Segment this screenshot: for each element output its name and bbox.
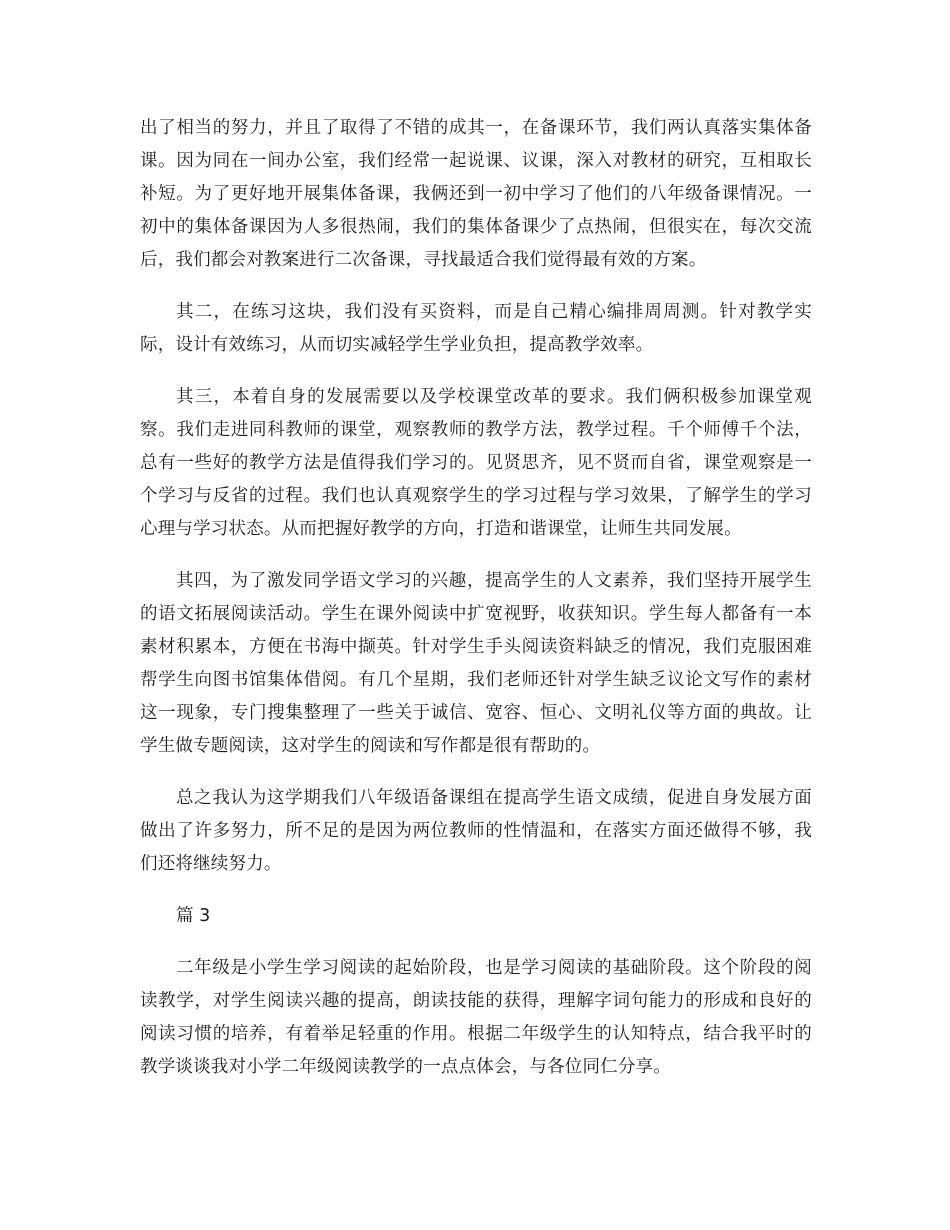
section-heading: 篇 3 [176,906,211,926]
paragraph-1: 出了相当的努力，并且了取得了不错的成其一，在备课环节，我们两认真落实集体备课。因为同在一间办公室，我们经常一起说课、议课，深入对教材的研究，互相取长补短。为了更好地开展集体备课，我俩还到一初中学习了他们的八年级备课情况。一初中的集体备课因为人多很热闹，我们的集体备课少了点热闹，但很实在，每次交流后，我们都会对教案进行二次备课，寻找最适合我们觉得最有效的方案。 [140,118,812,270]
paragraph-2: 其二，在练习这块，我们没有买资料，而是自己精心编排周周测。针对教学实际，设计有效练习，从而切实减轻学生学业负担，提高教学效率。 [140,302,812,355]
paragraph-4: 其四，为了激发同学语文学习的兴趣，提高学生的人文素养，我们坚持开展学生的语文拓展阅读活动。学生在课外阅读中扩宽视野，收获知识。学生每人都备有一本素材积累本，方便在书海中撷英。针对学生手头阅读资料缺乏的情况，我们克服困难帮学生向图书馆集体借阅。有几个星期，我们老师还针对学生缺乏议论文写作的素材这一现象，专门搜集整理了一些关于诚信、宽容、恒心、文明礼仪等方面的典故。让学生做专题阅读，这对学生的阅读和写作都是很有帮助的。 [140,571,812,756]
paragraph-3: 其三，本着自身的发展需要以及学校课堂改革的要求。我们俩积极参加课堂观察。我们走进同科教师的课堂，观察教师的教学方法，教学过程。千个师傅千个法，总有一些好的教学方法是值得我们学习的。见贤思齐，见不贤而自省，课堂观察是一个学习与反省的过程。我们也认真观察学生的学习过程与学习效果，了解学生的学习心理与学习状态。从而把握好教学的方向，打造和谐课堂，让师生共同发展。 [140,387,812,539]
document-page [140,112,812,1103]
paragraph-6: 二年级是小学生学习阅读的起始阶段，也是学习阅读的基础阶段。这个阶段的阅读教学，对学生阅读兴趣的提高，朗读技能的获得，理解字词句能力的形成和良好的阅读习惯的培养，有着举足轻重的作用。根据二年级学生的认知特点，结合我平时的教学谈谈我对小学二年级阅读教学的一点点体会，与各位同仁分享。 [140,958,812,1077]
paragraph-5: 总之我认为这学期我们八年级语备课组在提高学生语文成绩，促进自身发展方面做出了许多努力，所不足的是因为两位教师的性情温和，在落实方面还做得不够，我们还将继续努力。 [140,788,812,874]
